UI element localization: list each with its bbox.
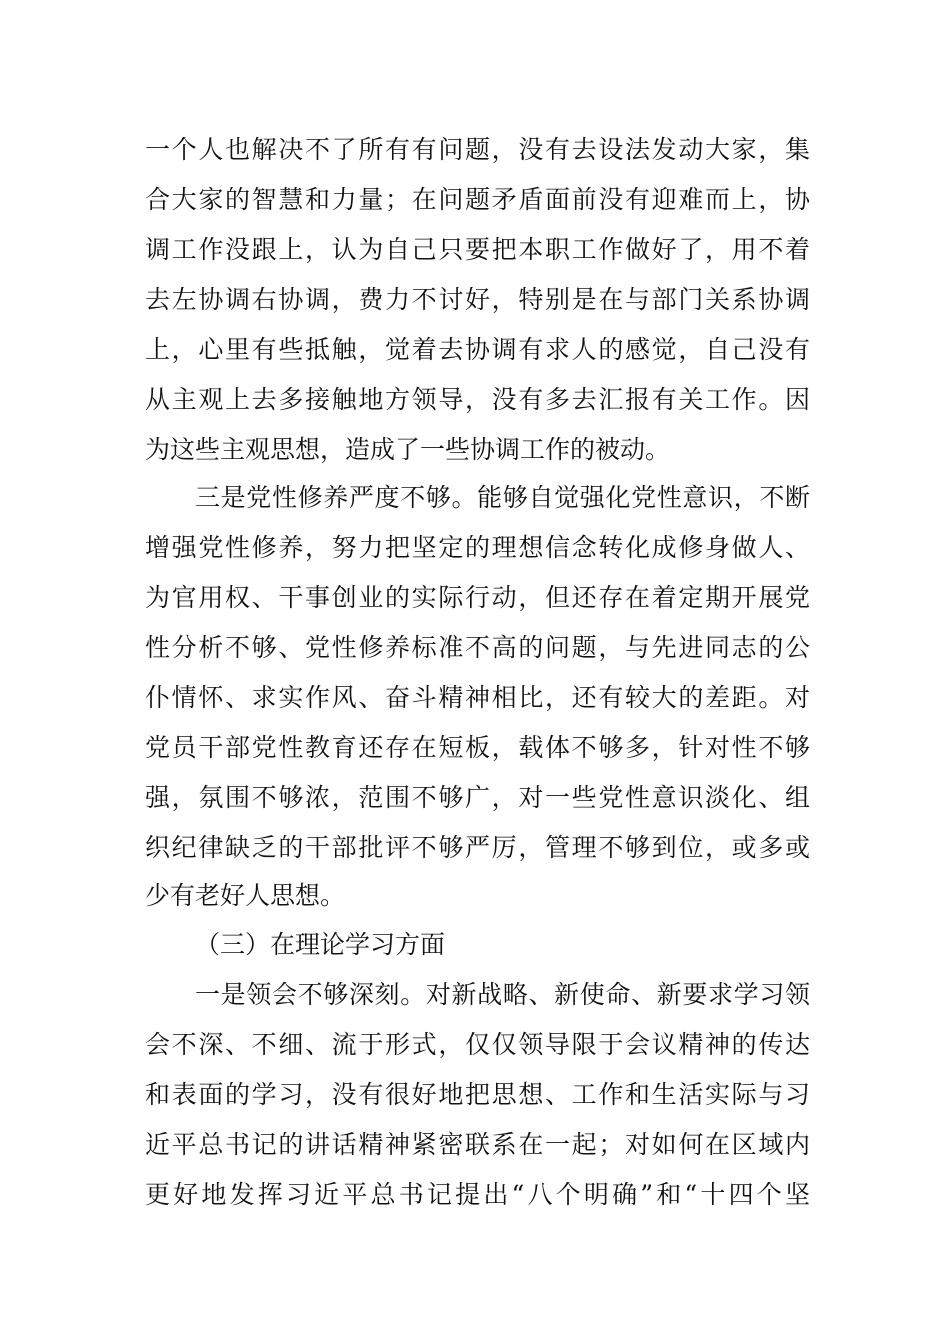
text-line: 调工作没跟上，认为自己只要把本职工作做好了，用不着: [145, 235, 810, 264]
text-line: 和表面的学习，没有很好地把思想、工作和生活实际与习: [145, 1080, 810, 1109]
text-line: 性分析不够、党性修养标准不高的问题，与先进同志的公: [145, 633, 810, 662]
text-line: 上，心里有些抵触，觉着去协调有求人的感觉，自己没有: [145, 335, 810, 364]
text-line: 更好地发挥习近平总书记提出“八个明确”和“十四个坚: [145, 1180, 810, 1209]
text-line: 近平总书记的讲话精神紧密联系在一起；对如何在区域内: [145, 1130, 810, 1159]
paragraph-start-line: 三是党性修养严度不够。能够自觉强化党性意识，不断: [195, 483, 810, 512]
text-line: 强，氛围不够浓，范围不够广，对一些党性意识淡化、组: [145, 783, 810, 812]
text-line: 党员干部党性教育还存在短板，载体不够多，针对性不够: [145, 733, 810, 762]
text-line: 一个人也解决不了所有有问题，没有去设法发动大家，集: [145, 135, 810, 164]
text-line: 从主观上去多接触地方领导，没有多去汇报有关工作。因: [145, 385, 810, 414]
section-heading: （三）在理论学习方面: [195, 930, 446, 959]
text-line: 去左协调右协调，费力不讨好，特别是在与部门关系协调: [145, 285, 810, 314]
paragraph-end-line: 少有老好人思想。: [145, 881, 346, 910]
text-line: 为官用权、干事创业的实际行动，但还存在着定期开展党: [145, 583, 810, 612]
text-line: 仆情怀、求实作风、奋斗精神相比，还有较大的差距。对: [145, 683, 810, 712]
paragraph-end-line: 为这些主观思想，造成了一些协调工作的被动。: [145, 435, 671, 464]
text-line: 会不深、不细、流于形式，仅仅领导限于会议精神的传达: [145, 1030, 810, 1059]
text-line: 增强党性修养，努力把坚定的理想信念转化成修身做人、: [145, 533, 810, 562]
paragraph-start-line: 一是领会不够深刻。对新战略、新使命、新要求学习领: [195, 980, 810, 1009]
text-line: 织纪律缺乏的干部批评不够严厉，管理不够到位，或多或: [145, 833, 810, 862]
text-line: 合大家的智慧和力量；在问题矛盾面前没有迎难而上，协: [145, 185, 810, 214]
